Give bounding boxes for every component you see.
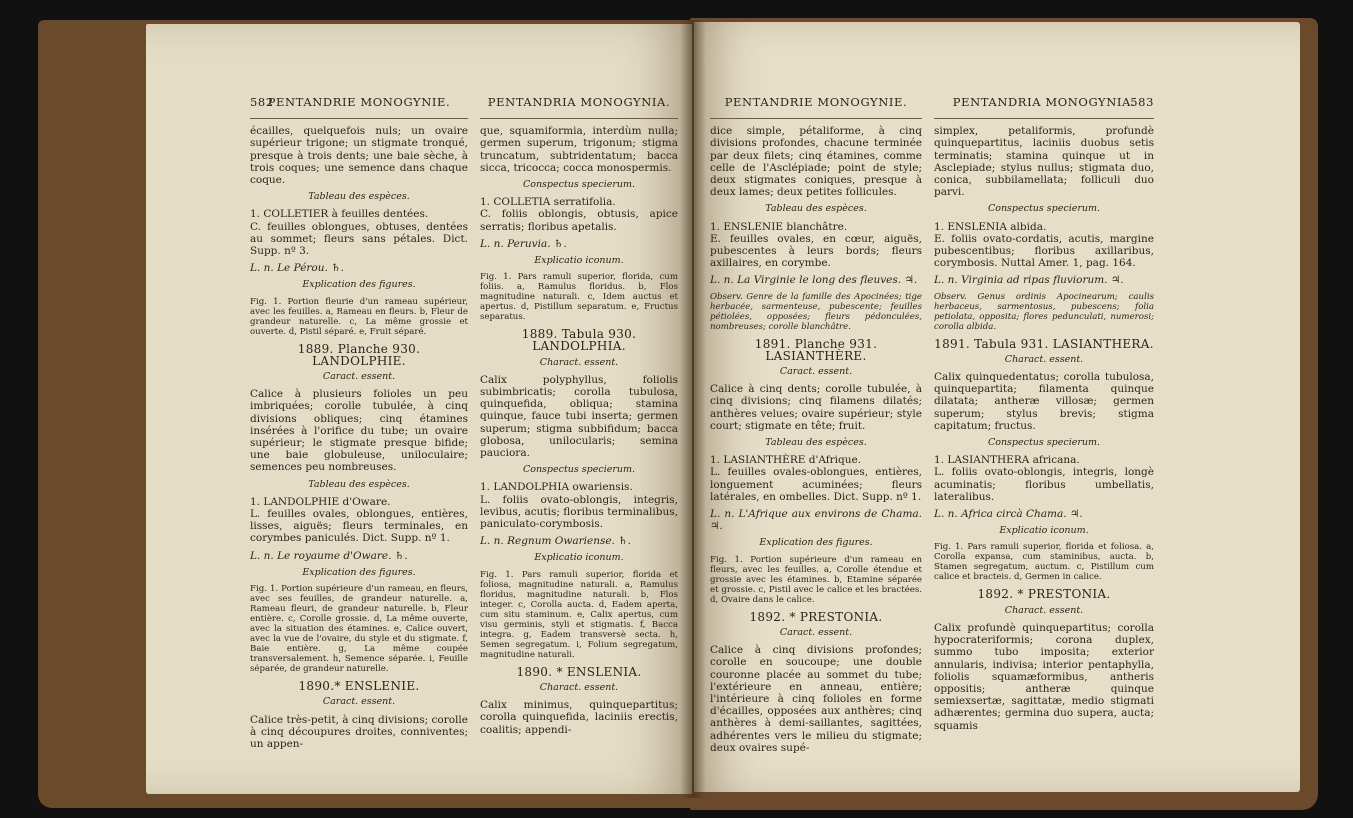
subheading: Explication des figures.: [302, 279, 416, 291]
paragraph: Calice à cinq divisions profondes; corolle en soucoupe; une double couronne placée au sommet du tube; l'extérieure en anneau, entière; l'intérieure à cinq folioles en forme d'écailles, opposées aux anthères; cinq anthères à demi-saillantes, sagittées, adhérentes vers le milieu du stigmate; deux ovaires supé-: [710, 644, 922, 754]
genus-heading: 1889. Tabula 930. LANDOLPHIA.: [521, 328, 637, 353]
species-name: 1. LASIANTHERA africana.: [934, 454, 1080, 467]
locality: L. n. La Virginie le long des fleuves. ♃.: [710, 274, 918, 287]
subheading: Caract. essent.: [322, 371, 396, 383]
paragraph: Calix profundè quinquepartitus; corolla hypocrateriformis; corona duplex, summo tubo imposita; exterior annularis, indivisa; interior pentaphylla, foliolis squamæformibus, antheris oppositis; antheræ quinque semiexsertæ, sagittatæ, medio stigmati adhærentes; germina duo supera, aucta; squamis: [934, 621, 1154, 732]
subheading: Tableau des espèces.: [765, 437, 867, 449]
locality: L. n. Le Pérou. ♄.: [250, 262, 344, 275]
species-name: 1. ENSLENIE blanchâtre.: [710, 220, 848, 233]
subheading: Conspectus specierum.: [522, 464, 636, 476]
paragraph: dice simple, pétaliforme, à cinq divisions profondes, chacune terminée par deux filets; cinq étamines, comme celle de l'Asclépiade; point de style; deux stigmates coniques, presque à deux lames; deux petites follicules.: [710, 125, 922, 199]
paragraph: Calix quinquedentatus; corolla tubulosa, quinquepartita; filamenta quinque dilatata; antheræ villosæ; germen superum; stylus brevis; stigma capitatum; fructus.: [934, 371, 1154, 432]
header-rule: [250, 118, 468, 119]
subheading: Tableau des espèces.: [308, 478, 410, 490]
paragraph: simplex, petaliformis, profundè quinquepartitus, laciniis duobus setis terminatis; stamina quinque ut in Asclepiade; stylus nullus; stigmata duo, conica, subbilamellata; folliculi duo parvi.: [934, 125, 1154, 199]
paragraph: Calice très-petit, à cinq divisions; corolle à cinq découpures droites, conniventes; un appen-: [250, 713, 468, 750]
genus-heading: 1891. Tabula 931. LASIANTHERA.: [934, 336, 1154, 351]
subheading: Explication des figures.: [302, 566, 416, 578]
page-number: 583: [1130, 95, 1154, 109]
genus-heading: 1891. Planche 931. LASIANTHÈRE.: [754, 336, 878, 363]
species-name: 1. LANDOLPHIA owariensis.: [480, 481, 633, 494]
subheading: Tableau des espèces.: [308, 191, 410, 203]
header-title: PENTANDRIA MONOGYNIA.: [487, 96, 671, 109]
figure-caption: Fig. 1. Pars ramuli superior, florida et foliosa. a, Corolla expansa, cum staminibus, aucta. b, Stamen segregatum, auctum. c, Pistillum cum calice et bracteis. d, Germen in calice.: [934, 542, 1154, 583]
paragraph: C. feuilles oblongues, obtuses, dentées au sommet; fleurs sans pétales. Dict. Supp. nº 3.: [250, 220, 468, 258]
locality: L. n. Peruvia. ♄.: [480, 237, 567, 250]
subheading: Charact. essent.: [539, 681, 619, 693]
locality: L. n. Africa circà Chama. ♃.: [934, 508, 1083, 521]
paragraph: E. feuilles ovales, en cœur, aiguës, pubescentes à leurs bords; fleurs axillaires, en corymbe.: [710, 232, 922, 270]
figure-caption: Fig. 1. Pars ramuli superior, florida, cum foliis. a, Ramulus floridus. b, Flos magnitudine naturali. c, Idem auctus et apertus. d, Pistillum separatum. e, Fructus separatus.: [480, 272, 678, 323]
left-page-french-column: [250, 96, 468, 755]
species-name: 1. COLLETIA serratifolia.: [480, 196, 616, 209]
genus-heading: 1890. * ENSLENIA.: [516, 665, 642, 678]
species-name: 1. ENSLENIA albida.: [934, 220, 1047, 233]
paragraph: C. foliis oblongis, obtusis, apice serratis; floribus apetalis.: [480, 208, 678, 233]
locality: L. n. L'Afrique aux environs de Chama. ♃.: [710, 508, 922, 533]
paragraph: L. foliis ovato-oblongis, integris, levibus, acutis; floribus terminalibus, paniculato-corymbosis.: [480, 493, 678, 531]
paragraph: L. feuilles ovales-oblongues, entières, longuement acuminées; fleurs latérales, en ombelles. Dict. Supp. nº 1.: [710, 466, 922, 503]
genus-heading: 1892. * PRESTONIA.: [977, 587, 1111, 602]
header-title: PENTANDRIA MONOGYNIA.: [952, 95, 1136, 109]
subheading: Charact. essent.: [539, 356, 619, 368]
locality: L. n. Le royaume d'Oware. ♄.: [250, 549, 408, 562]
right-page-latin-column: [934, 96, 1154, 737]
subheading: Conspectus specierum.: [987, 437, 1101, 449]
subheading: Caract. essent.: [779, 366, 853, 378]
subheading: Tableau des espèces.: [765, 203, 867, 215]
subheading: Explicatio iconum.: [534, 552, 624, 564]
paragraph: écailles, quelquefois nuls; un ovaire supérieur trigone; un stigmate tronqué, presque à trois dents; une baie sèche, à trois coques; une semence dans chaque coque.: [250, 125, 468, 187]
paragraph: Calix minimus, quinquepartitus; corolla quinquefida, laciniis erectis, coalitis; appendi-: [480, 699, 678, 736]
genus-heading: 1889. Planche 930. LANDOLPHIE.: [297, 341, 421, 368]
header-rule: [710, 118, 922, 119]
subheading: Explication des figures.: [759, 537, 873, 549]
genus-heading: 1890.* ENSLENIE.: [298, 679, 420, 694]
paragraph: que, squamiformia, interdùm nulla; germen superum, trigonum; stigma truncatum, subtridentatum; bacca sicca, tricocca; cocca monospermis.: [480, 125, 678, 174]
paragraph: Calice à plusieurs folioles un peu imbriquées; corolle tubulée, à cinq divisions obliques; cinq étamines insérées à l'orifice du tube; un ovaire supérieur; le stigmate presque bifide; une baie globuleuse, uniloculaire; semences peu nombreuses.: [250, 388, 468, 474]
observation-note: Observ. Genus ordinis Apocinearum; caulis herbaceus, sarmentosus, pubescens; folia petiolata, opposita; flores pedunculati, numerosi; corolla albida.: [934, 291, 1154, 332]
right-page-french-column: [710, 96, 922, 759]
header-title: PENTANDRIE MONOGYNIE.: [267, 95, 451, 109]
subheading: Explicatio iconum.: [999, 525, 1089, 537]
subheading: Charact. essent.: [1004, 604, 1084, 616]
figure-caption: Fig. 1. Portion supérieure d'un rameau en fleurs, avec les feuilles. a, Corolle étendue et grossie avec les étamines. b, Etamine séparée et grossie. c, Pistil avec le calice et les bractées. d, Ovaire dans le calice.: [710, 554, 922, 605]
locality: L. n. Regnum Owariense. ♄.: [480, 535, 631, 548]
paragraph: E. foliis ovato-cordatis, acutis, margine pubescentibus; floribus axillaribus, corymbosis. Nuttal Amer. 1, pag. 164.: [934, 232, 1154, 270]
figure-caption: Fig. 1. Pars ramuli superior, florida et foliosa, magnitudine naturali. a, Ramulus floridus, magnitudine naturali. b, Flos integer. c, Corolla aucta. d, Eadem aperta, cum situ staminum. e, Calix apertus, cum visu germinis, styli et stigmatis. f, Bacca integra. g, Eadem transversè secta. h, Semen segregatum. i, Folium segregatum, magnitudine naturali.: [480, 569, 678, 660]
book-gutter: [680, 20, 706, 798]
paragraph: Calix polyphyllus, foliolis subimbricatis; corolla tubulosa, quinquefida, obliqua; stamina quinque, fauce tubi inserta; germen superum; stigma subbifidum; bacca globosa, unilocularis; semina pauciora.: [480, 373, 678, 460]
genus-heading: 1892. * PRESTONIA.: [749, 609, 883, 624]
figure-caption: Fig. 1. Portion fleurie d'un rameau supérieur, avec les feuilles. a, Rameau en fleurs. b, Fleur de grandeur naturelle. c, La même grossie et ouverte. d, Pistil séparé. e, Fruit séparé.: [250, 296, 468, 337]
page-number: 582: [250, 95, 274, 109]
left-page-latin-column: [480, 96, 678, 741]
subheading: Caract. essent.: [322, 696, 396, 708]
species-name: 1. LASIANTHÈRE d'Afrique.: [710, 454, 862, 467]
observation-note: Observ. Genre de la famille des Apocinées; tige herbacée, sarmenteuse, pubescente; feuilles pétiolées, opposées; fleurs pédonculées, nombreuses; corolle blanchâtre.: [710, 291, 922, 332]
locality: L. n. Virginia ad ripas fluviorum. ♃.: [934, 274, 1124, 287]
subheading: Conspectus specierum.: [522, 179, 636, 191]
subheading: Explicatio iconum.: [534, 255, 624, 267]
species-name: 1. LANDOLPHIE d'Oware.: [250, 495, 391, 508]
subheading: Charact. essent.: [1004, 353, 1084, 365]
paragraph: L. foliis ovato-oblongis, integris, longè acuminatis; floribus umbellatis, lateralibus.: [934, 466, 1154, 503]
header-rule: [934, 118, 1154, 119]
header-rule: [480, 118, 678, 119]
paragraph: L. feuilles ovales, oblongues, entières, lisses, aiguës; fleurs terminales, en corymbes paniculés. Dict. Supp. nº 1.: [250, 508, 468, 545]
species-name: 1. COLLETIER à feuilles dentées.: [250, 208, 429, 221]
running-header: [710, 96, 922, 108]
running-header: [250, 96, 468, 108]
running-header: [480, 96, 678, 108]
paragraph: Calice à cinq dents; corolle tubulée, à cinq divisions; cinq filamens dilatés; anthères velues; ovaire supérieur; style court; stigmate en tête; fruit.: [710, 383, 922, 432]
subheading: Conspectus specierum.: [987, 203, 1101, 215]
running-header: [934, 96, 1154, 108]
subheading: Caract. essent.: [779, 626, 853, 638]
header-title: PENTANDRIE MONOGYNIE.: [724, 95, 908, 109]
figure-caption: Fig. 1. Portion supérieure d'un rameau, en fleurs, avec ses feuilles, de grandeur naturelle. a, Rameau fleuri, de grandeur naturelle. b, Fleur entière. c, Corolle grossie. d, La même ouverte, avec la situation des étamines. e, Calice ouvert, avec la vue de l'ovaire, du style et du stigmate. f, Baie entière. g, La même coupée transversalement. h, Semence séparée. i, Feuille séparée, de grandeur naturelle.: [250, 584, 468, 675]
